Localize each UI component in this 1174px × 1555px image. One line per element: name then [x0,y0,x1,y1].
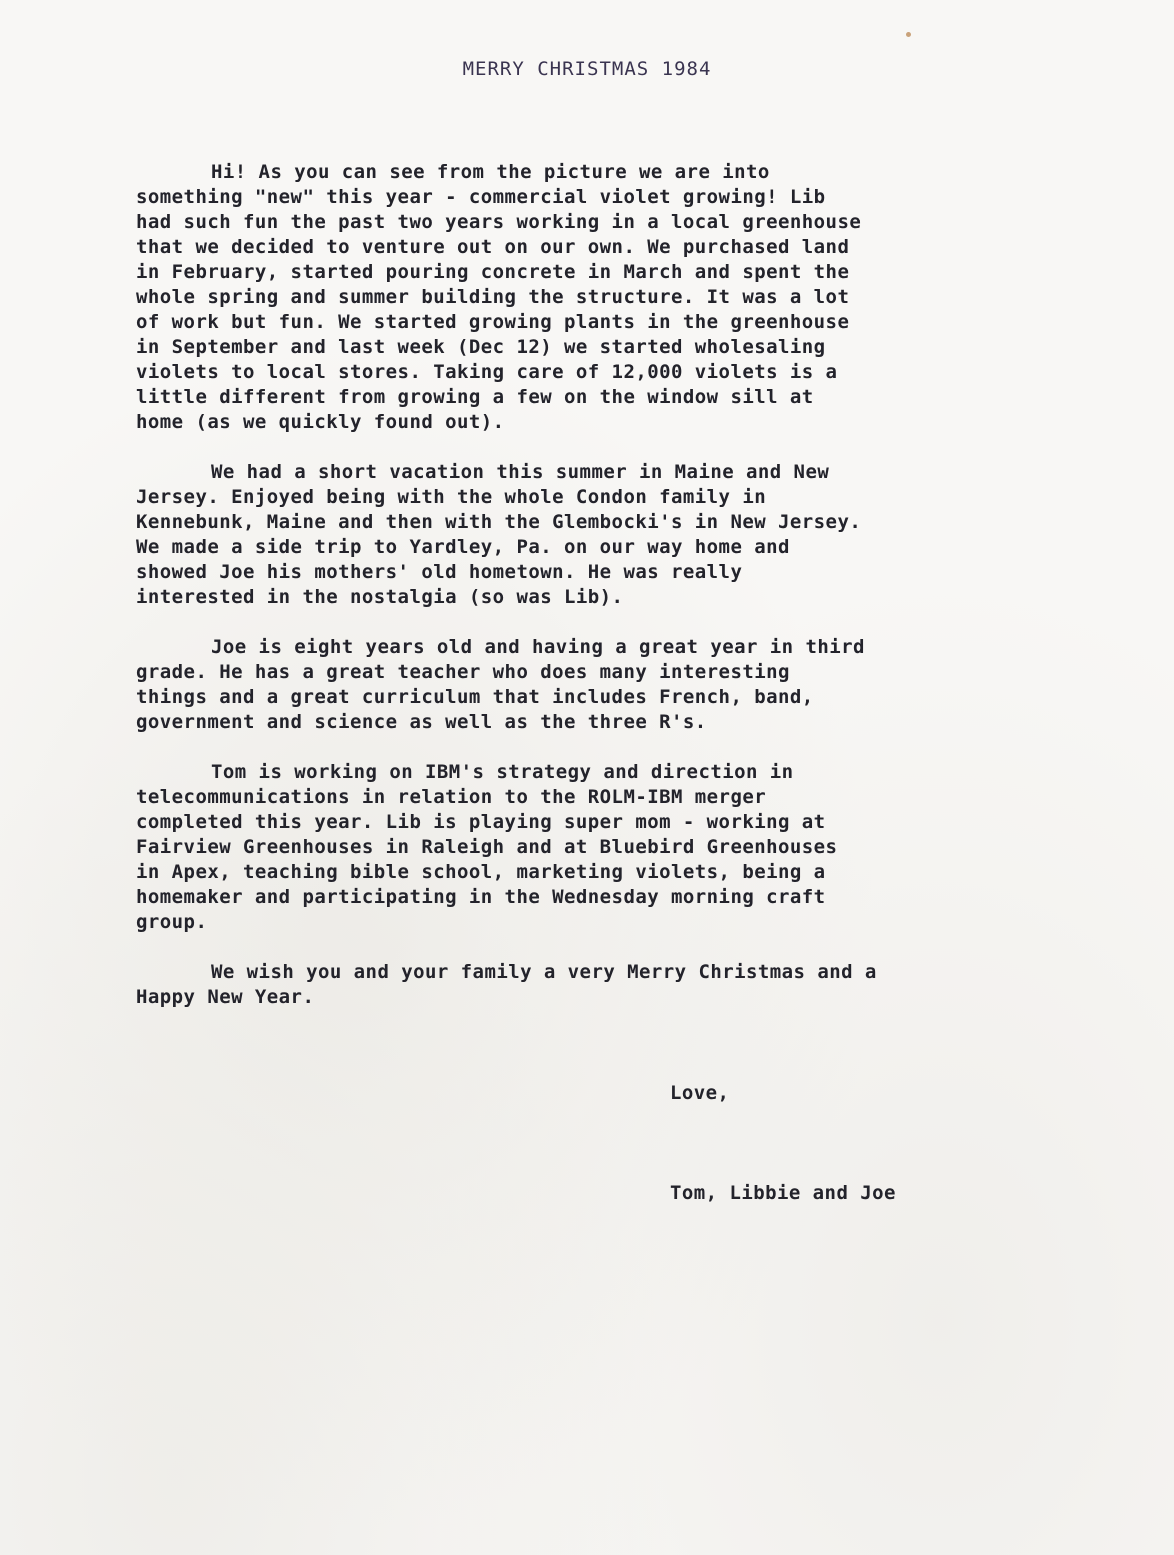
text-line: of work but fun. We started growing plants in the greenhouse [136,311,850,333]
text-line: Kennebunk, Maine and then with the Glembocki's in New Jersey. [136,511,862,533]
text-line: We wish you and your family a very Merry Christmas and a [211,961,877,983]
text-line: something "new" this year - commercial violet growing! Lib [136,186,826,208]
text-line: things and a great curriculum that includes French, band, [136,686,814,708]
text-line: government and science as well as the three R's. [136,711,707,733]
letter-heading: MERRY CHRISTMAS 1984 [462,58,712,80]
text-line: in Apex, teaching bible school, marketing violets, being a [136,861,826,883]
text-line: grade. He has a great teacher who does many interesting [136,661,790,683]
text-line: We had a short vacation this summer in Maine and New [211,461,830,483]
text-line: Hi! As you can see from the picture we are into [211,161,770,183]
paper-speck [906,32,911,37]
text-line: violets to local stores. Taking care of 12,000 violets is a [136,361,838,383]
text-line: little different from growing a few on the window sill at [136,386,814,408]
paragraph-joe [136,635,1066,735]
text-line: Tom is working on IBM's strategy and direction in [211,761,794,783]
text-line: completed this year. Lib is playing super mom - working at [136,811,826,833]
text-line: in September and last week (Dec 12) we started wholesaling [136,336,826,358]
text-line: interested in the nostalgia (so was Lib). [136,586,624,608]
text-line: Fairview Greenhouses in Raleigh and at Bluebird Greenhouses [136,836,838,858]
text-line: in February, started pouring concrete in March and spent the [136,261,850,283]
letter-body [136,160,1066,1035]
paragraph-wishes [136,960,1066,1010]
text-line: group. [136,911,208,933]
paragraph-work [136,760,1066,935]
text-line: We made a side trip to Yardley, Pa. on our way home and [136,536,790,558]
text-line: that we decided to venture out on our own. We purchased land [136,236,850,258]
text-line: Jersey. Enjoyed being with the whole Condon family in [136,486,767,508]
text-line: home (as we quickly found out). [136,411,505,433]
paragraph-greenhouse [136,160,1066,435]
text-line: telecommunications in relation to the ROLM-IBM merger [136,786,767,808]
text-line: showed Joe his mothers' old hometown. He was really [136,561,743,583]
text-line: whole spring and summer building the structure. It was a lot [136,286,850,308]
paragraph-vacation [136,460,1066,610]
letter-closing: Love, [670,1082,730,1104]
text-line: homemaker and participating in the Wednesday morning craft [136,886,826,908]
text-line: Joe is eight years old and having a great year in third [211,636,865,658]
text-line: Happy New Year. [136,986,315,1008]
text-line: had such fun the past two years working in a local greenhouse [136,211,862,233]
letter-signature: Tom, Libbie and Joe [670,1182,896,1204]
